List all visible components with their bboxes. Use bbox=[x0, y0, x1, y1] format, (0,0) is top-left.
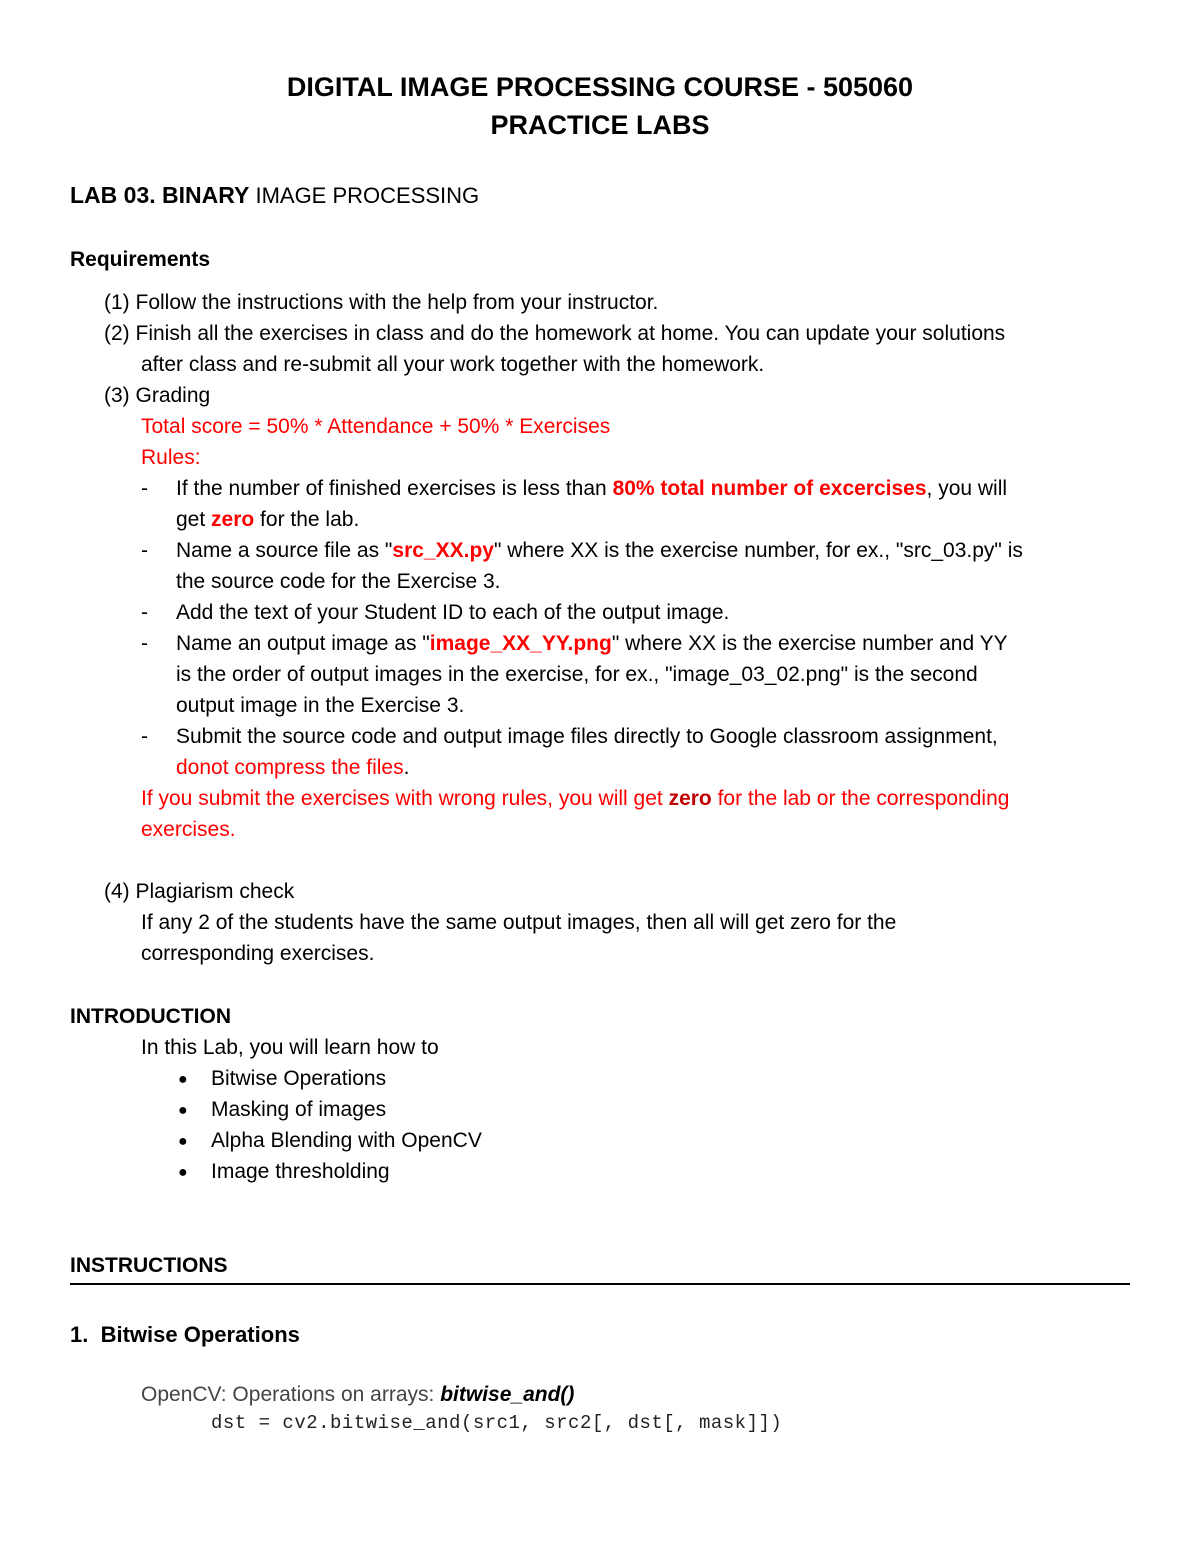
rule-1b-text: get bbox=[176, 508, 212, 531]
rule-1b-emphasis: zero bbox=[211, 508, 255, 531]
intro-bullet-1: Bitwise Operations bbox=[211, 1067, 387, 1090]
wrong-rules-text-end: for the lab or the corresponding bbox=[711, 787, 1010, 810]
practice-labs-title: PRACTICE LABS bbox=[490, 110, 710, 140]
rule-1-text-end: , you will bbox=[926, 477, 1008, 500]
section-number: 1. bbox=[70, 1322, 89, 1347]
opencv-reference bbox=[141, 1383, 574, 1407]
requirement-4: (4) Plagiarism check bbox=[104, 880, 295, 903]
rule-1-emphasis: 80% total number of excercises bbox=[612, 477, 927, 500]
requirement-3: (3) Grading bbox=[104, 384, 211, 407]
intro-bullet-4: Image thresholding bbox=[211, 1160, 390, 1183]
rule-1-text: If the number of finished exercises is less than bbox=[176, 477, 613, 500]
rule-1b-text-end: for the lab. bbox=[254, 508, 360, 531]
rule-2-line-a bbox=[176, 539, 1023, 563]
rule-4-emphasis: image_XX_YY.png bbox=[429, 632, 612, 655]
rule-dash: - bbox=[141, 632, 148, 655]
introduction-lead: In this Lab, you will learn how to bbox=[141, 1036, 439, 1059]
rule-5-line-a: Submit the source code and output image files directly to Google classroom assignment, bbox=[176, 725, 998, 748]
opencv-function-name: bitwise_and() bbox=[440, 1383, 575, 1406]
lab-title-rest: IMAGE PROCESSING bbox=[249, 183, 480, 208]
wrong-rules-emphasis: zero bbox=[668, 787, 712, 810]
rule-5-warning: donot compress the files bbox=[176, 756, 404, 779]
rule-4-text-end: " where XX is the exercise number and YY bbox=[611, 632, 1008, 655]
lab-title bbox=[70, 182, 479, 209]
rule-dash: - bbox=[141, 725, 148, 748]
section-title: Bitwise Operations bbox=[100, 1322, 300, 1347]
lab-title-bold: LAB 03. BINARY bbox=[70, 182, 250, 208]
bullet-icon: ● bbox=[178, 1102, 188, 1119]
section-divider bbox=[70, 1283, 1130, 1285]
wrong-rules-text: If you submit the exercises with wrong rules, you will get bbox=[141, 787, 669, 810]
rule-dash: - bbox=[141, 477, 148, 500]
rule-4-line-a bbox=[176, 632, 1008, 656]
rule-5-period: . bbox=[403, 756, 410, 779]
rule-dash: - bbox=[141, 539, 148, 562]
intro-bullet-3: Alpha Blending with OpenCV bbox=[211, 1129, 482, 1152]
bullet-icon: ● bbox=[178, 1071, 188, 1088]
rule-2-text: Name a source file as " bbox=[176, 539, 393, 562]
rule-4-line-b: is the order of output images in the exercise, for ex., "image_03_02.png" is the second bbox=[176, 663, 978, 686]
total-score: Total score = 50% * Attendance + 50% * Exercises bbox=[141, 415, 611, 438]
code-snippet: dst = cv2.bitwise_and(src1, src2[, dst[, mask]]) bbox=[211, 1412, 783, 1434]
rule-3: Add the text of your Student ID to each of the output image. bbox=[176, 601, 730, 624]
rule-2-text-end: " where XX is the exercise number, for ex., "src_03.py" is bbox=[493, 539, 1023, 562]
requirement-1: (1) Follow the instructions with the help from your instructor. bbox=[104, 291, 659, 314]
bullet-icon: ● bbox=[178, 1164, 188, 1181]
wrong-rules-line-b: exercises. bbox=[141, 818, 236, 841]
rule-2-line-b: the source code for the Exercise 3. bbox=[176, 570, 501, 593]
rule-dash: - bbox=[141, 601, 148, 624]
rule-5-line-b bbox=[176, 756, 409, 780]
rule-1-line-b bbox=[176, 508, 359, 532]
instructions-heading: INSTRUCTIONS bbox=[70, 1254, 228, 1277]
rules-label: Rules: bbox=[141, 446, 201, 469]
plagiarism-line-a: If any 2 of the students have the same output images, then all will get zero for the bbox=[141, 911, 897, 934]
requirements-heading: Requirements bbox=[70, 248, 211, 271]
intro-bullet-2: Masking of images bbox=[211, 1098, 387, 1121]
rule-1-line-a bbox=[176, 477, 1007, 501]
requirement-2: (2) Finish all the exercises in class and do the homework at home. You can update your solutions bbox=[104, 322, 1006, 345]
course-title: DIGITAL IMAGE PROCESSING COURSE - 505060 bbox=[286, 72, 914, 102]
requirement-2-cont: after class and re-submit all your work together with the homework. bbox=[141, 353, 765, 376]
rule-2-emphasis: src_XX.py bbox=[392, 539, 494, 562]
opencv-reference-text: OpenCV: Operations on arrays: bbox=[141, 1383, 441, 1406]
wrong-rules-line-a bbox=[141, 787, 1009, 811]
rule-4-line-c: output image in the Exercise 3. bbox=[176, 694, 465, 717]
bullet-icon: ● bbox=[178, 1133, 188, 1150]
introduction-heading: INTRODUCTION bbox=[70, 1005, 231, 1028]
rule-4-text: Name an output image as " bbox=[176, 632, 430, 655]
plagiarism-line-b: corresponding exercises. bbox=[141, 942, 375, 965]
section-1-heading bbox=[70, 1322, 300, 1348]
